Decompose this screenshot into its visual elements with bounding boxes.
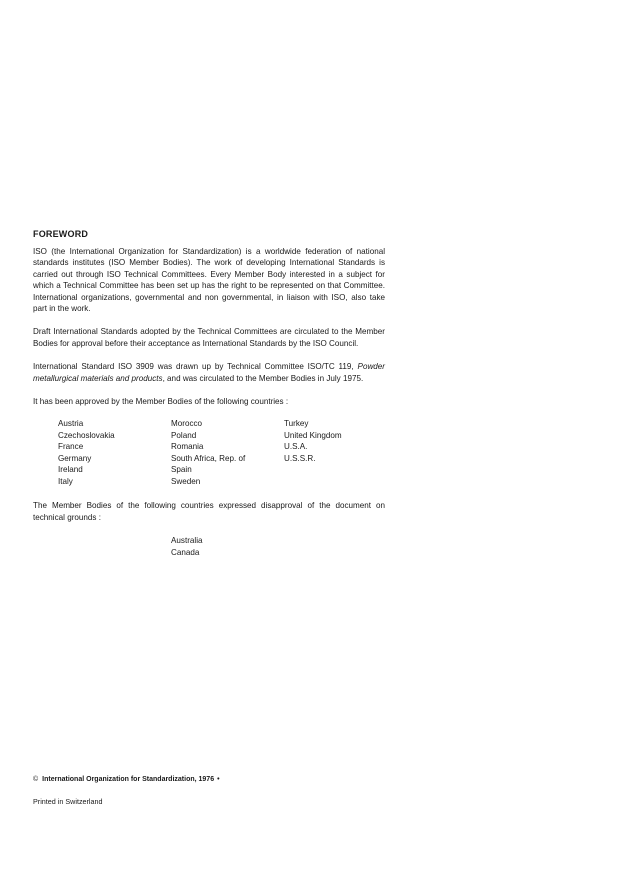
country-name: U.S.S.R. xyxy=(284,453,316,463)
copyright-symbol: © xyxy=(33,776,39,783)
para3-text-start: International Standard ISO 3909 was drawn up by Technical Committee ISO/TC 119, xyxy=(33,362,358,372)
country-name: France xyxy=(58,442,84,452)
foreword-paragraph-3 xyxy=(33,361,385,384)
bullet-icon: • xyxy=(217,776,220,783)
country-name: Spain xyxy=(171,465,192,475)
printed-in-line: Printed in Switzerland xyxy=(33,797,103,806)
copyright-line xyxy=(33,776,220,783)
foreword-heading: FOREWORD xyxy=(33,229,89,239)
approving-countries-column-3 xyxy=(284,418,342,464)
country-name: Austria xyxy=(58,419,84,429)
country-name: Canada xyxy=(171,547,200,557)
country-name: Turkey xyxy=(284,419,309,429)
country-name: Germany xyxy=(58,453,92,463)
country-name: Romania xyxy=(171,442,204,452)
country-name: United Kingdom xyxy=(284,430,342,440)
approving-countries-column-2 xyxy=(171,418,245,486)
copyright-text: International Organization for Standardization, 1976 xyxy=(42,776,215,783)
country-name: Czechoslovakia xyxy=(58,430,115,440)
foreword-section xyxy=(33,229,385,559)
committee-scope-title: Powder metallurgical materials and products xyxy=(33,362,385,383)
foreword-paragraph-5: The Member Bodies of the following countries expressed disapproval of the document on technical grounds : xyxy=(33,501,385,522)
foreword-paragraph-2: Draft International Standards adopted by the Technical Committees are circulated to the Member Bodies for approval before their acceptance as International Standards by the ISO Council. xyxy=(33,327,385,348)
disapproving-countries-list xyxy=(171,535,203,558)
country-name: Ireland xyxy=(58,465,83,475)
country-name: South Africa, Rep. of xyxy=(171,453,246,463)
approving-countries-column-1 xyxy=(58,418,115,486)
country-name: U.S.A. xyxy=(284,442,308,452)
country-name: Poland xyxy=(171,430,197,440)
foreword-paragraph-1: ISO (the International Organization for Standardization) is a worldwide federation of national standards institutes (ISO Member Bodies). The work of developing International Standards is carried out through ISO Technical Committees. Every Member Body interested in a subject for which a Technical Committee has been set up has the right to be represented on that Committee. International organizations, governmental and non governmental, in liaison with ISO, also take part in the work. xyxy=(33,247,385,314)
foreword-paragraph-4: It has been approved by the Member Bodies of the following countries : xyxy=(33,397,289,407)
country-name: Morocco xyxy=(171,419,203,429)
para3-text-end: , and was circulated to the Member Bodies in July 1975. xyxy=(162,373,364,383)
disapproving-countries xyxy=(33,535,385,559)
country-name: Australia xyxy=(171,536,203,546)
country-name: Sweden xyxy=(171,476,201,486)
approving-countries xyxy=(33,418,385,488)
country-name: Italy xyxy=(58,476,73,486)
